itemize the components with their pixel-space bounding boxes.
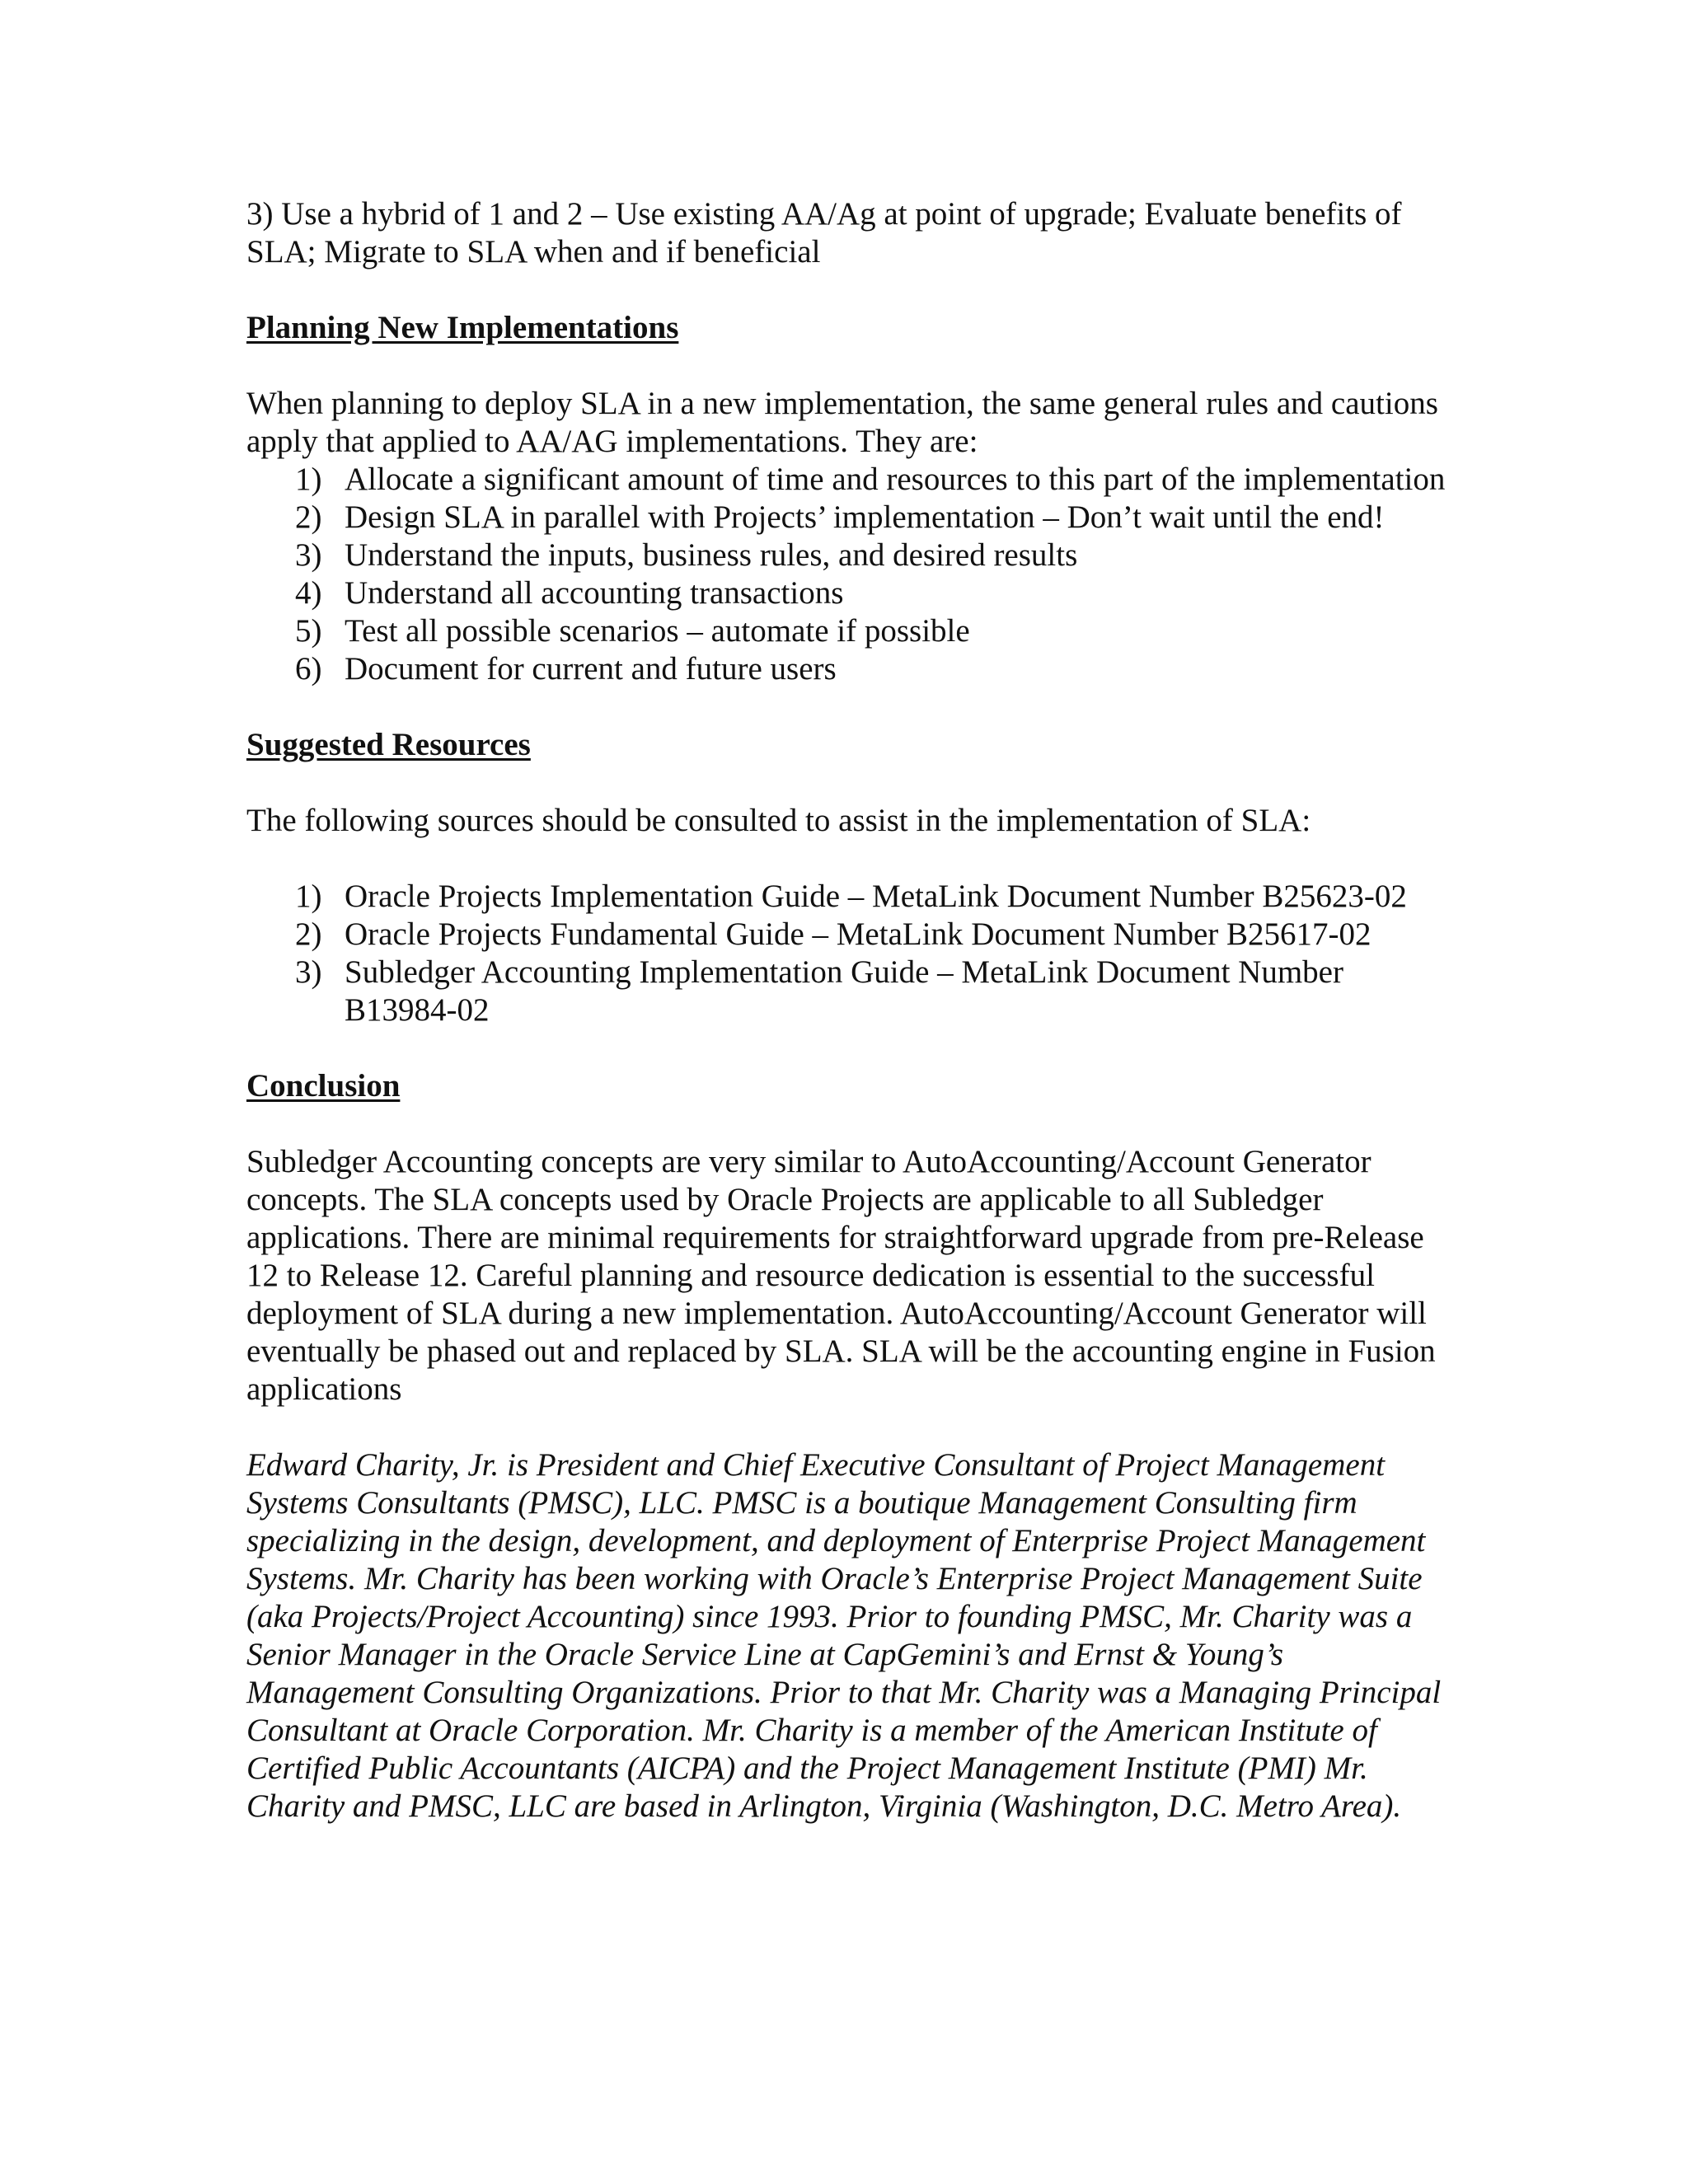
author-bio: Edward Charity, Jr. is President and Chief Executive Consultant of Project Management Systems Consultants (PMSC), LLC. PMSC is a boutique Management Consulting firm specializing in the design, development, and deployment of Enterprise Project Management Systems. Mr. Charity has been working with Oracle’s Enterprise Project Management Suite (aka Projects/Project Accounting) since 1993. Prior to founding PMSC, Mr. Charity was a Senior Manager in the Oracle Service Line at CapGemini’s and Ernst & Young’s Management Consulting Organizations. Prior to that Mr. Charity was a Managing Principal Consultant at Oracle Corporation. Mr. Charity is a member of the American Institute of Certified Public Accountants (AICPA) and the Project Management Institute (PMI) Mr. Charity and PMSC, LLC are based in Arlington, Virginia (Washington, D.C. Metro Area). [246,1447,1442,1824]
list-number: 1) [295,879,322,914]
list-item [246,954,1450,1029]
list-item [246,499,1450,537]
list-item [246,537,1450,574]
resources-intro: The following sources should be consulted to assist in the implementation of SLA: [246,803,1311,838]
list-text: Subledger Accounting Implementation Guide – MetaLink Document Number B13984-02 [345,954,1343,1028]
list-text: Oracle Projects Implementation Guide – MetaLink Document Number B25623-02 [345,879,1407,914]
list-number: 6) [295,651,322,687]
list-number: 1) [295,462,322,497]
list-number: 3) [295,537,322,573]
list-text: Document for current and future users [345,651,837,687]
list-item [246,612,1450,650]
planning-list [246,461,1450,688]
conclusion-section [246,1067,1450,1408]
resources-heading: Suggested Resources [246,727,531,762]
list-item [246,650,1450,688]
conclusion-heading: Conclusion [246,1068,401,1104]
list-number: 5) [295,613,322,649]
planning-section [246,309,1450,688]
list-text: Understand all accounting transactions [345,575,844,611]
list-number: 3) [295,954,322,990]
resources-list [246,878,1450,1029]
list-item [246,461,1450,499]
list-text: Allocate a significant amount of time and resources to this part of the implementation [345,462,1446,497]
list-text: Understand the inputs, business rules, and desired results [345,537,1078,573]
intro-option-paragraph: 3) Use a hybrid of 1 and 2 – Use existing AA/Ag at point of upgrade; Evaluate benefits of SLA; Migrate to SLA when and if beneficial [246,196,1402,269]
list-number: 4) [295,575,322,611]
conclusion-body: Subledger Accounting concepts are very similar to AutoAccounting/Account Generator concepts. The SLA concepts used by Oracle Projects are applicable to all Subledger applications. There are minimal requirements for straightforward upgrade from pre-Release 12 to Release 12. Careful planning and resource dedication is essential to the successful deployment of SLA during a new implementation. AutoAccounting/Account Generator will eventually be phased out and replaced by SLA. SLA will be the accounting engine in Fusion applications [246,1144,1436,1407]
list-text: Design SLA in parallel with Projects’ implementation – Don’t wait until the end! [345,499,1385,535]
planning-intro: When planning to deploy SLA in a new implementation, the same general rules and cautions apply that applied to AA/AG implementations. They are: [246,386,1438,459]
planning-heading: Planning New Implementations [246,310,679,345]
list-item [246,574,1450,612]
resources-section [246,726,1450,1029]
list-item [246,916,1450,954]
document-page [246,195,1450,1825]
list-number: 2) [295,499,322,535]
list-text: Test all possible scenarios – automate if possible [345,613,970,649]
list-number: 2) [295,916,322,952]
list-text: Oracle Projects Fundamental Guide – MetaLink Document Number B25617-02 [345,916,1372,952]
list-item [246,878,1450,916]
